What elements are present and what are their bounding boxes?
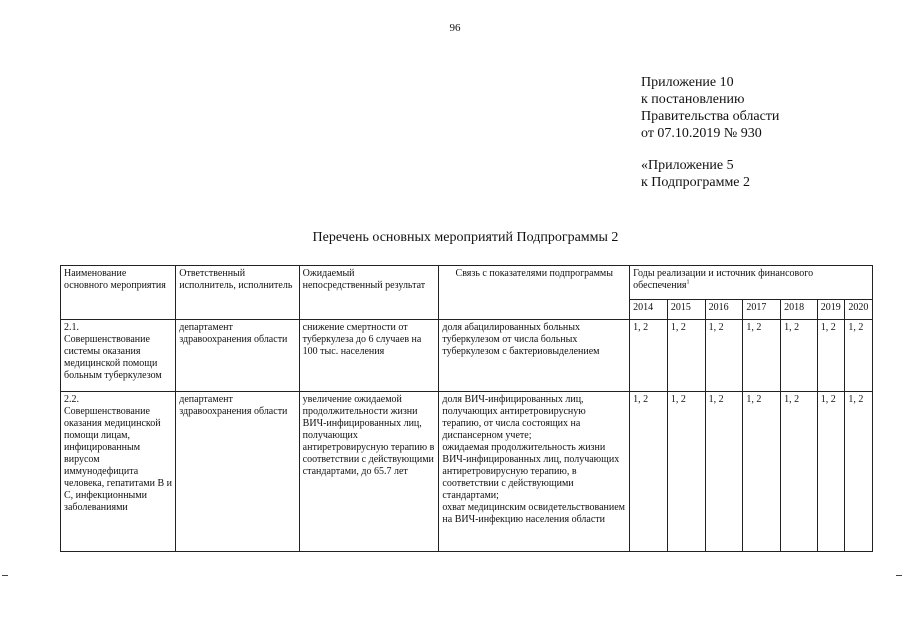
header-name: Наименование основного мероприятия: [61, 266, 176, 320]
year-value: 1, 2: [781, 320, 818, 392]
year-header: 2018: [781, 300, 818, 320]
activity-name: 2.1. Совершенствование системы оказания медицинской помощи больным туберкулезом: [61, 320, 176, 392]
year-value: 1, 2: [817, 392, 845, 552]
year-header: 2020: [845, 300, 873, 320]
appendix-line: Правительства области: [641, 109, 780, 124]
header-years: [630, 266, 873, 300]
activity-result: увеличение ожидаемой продолжительности жизни ВИЧ-инфицированных лиц, получающих антиретровирусную терапию в соответствии с действующими стандартами, до 65.7 лет: [299, 392, 439, 552]
year-value: 1, 2: [705, 392, 743, 552]
table-row: [61, 320, 873, 392]
footnote-marker: 1: [686, 279, 690, 286]
activities-table: [60, 265, 873, 552]
header-result: Ожидаемый непосредственный результат: [299, 266, 439, 320]
activity-result: снижение смертности от туберкулеза до 6 случаев на 100 тыс. населения: [299, 320, 439, 392]
activity-name: 2.2. Совершенствование оказания медицинской помощи лицам, инфицированным вирусом иммунодефицита человека, гепатитами В и С, инфекционными заболеваниями: [61, 392, 176, 552]
year-value: 1, 2: [743, 320, 781, 392]
year-value: 1, 2: [817, 320, 845, 392]
appendix-line: к Подпрограмме 2: [641, 175, 751, 190]
year-header: 2015: [667, 300, 705, 320]
year-value: 1, 2: [630, 392, 668, 552]
year-value: 1, 2: [781, 392, 818, 552]
year-value: 1, 2: [667, 392, 705, 552]
activity-link: доля абацилированных больных туберкулезом от числа больных туберкулезом с бактериовыделением: [439, 320, 630, 392]
table-header-row: [61, 266, 873, 300]
header-years-label: Годы реализации и источник финансового обеспечения: [633, 268, 814, 291]
activity-executor: департамент здравоохранения области: [176, 392, 299, 552]
year-value: 1, 2: [845, 392, 873, 552]
activity-executor: департамент здравоохранения области: [176, 320, 299, 392]
year-value: 1, 2: [845, 320, 873, 392]
spacer: [641, 142, 779, 157]
header-executor: Ответственный исполнитель, исполнитель: [176, 266, 299, 320]
year-header: 2016: [705, 300, 743, 320]
year-value: 1, 2: [705, 320, 743, 392]
scan-mark: [2, 575, 8, 576]
appendix-line: Приложение 10: [641, 75, 734, 90]
scan-mark: [896, 575, 902, 576]
page-number: 96: [449, 22, 461, 34]
activity-link: доля ВИЧ-инфицированных лиц, получающих антиретровирусную терапию, от числа состоящих на диспансерном учете; ожидаемая продолжительность жизни ВИЧ-инфицированных лиц, получающих антиретровирусную терапию, в соответствии с действующими стандартами; охват медицинским освидетельствованием на ВИЧ-инфекцию населения области: [439, 392, 630, 552]
document-title: Перечень основных мероприятий Подпрограммы 2: [312, 230, 619, 245]
appendix-header: [641, 74, 779, 191]
appendix-line: к постановлению: [641, 92, 745, 107]
year-value: 1, 2: [667, 320, 705, 392]
year-header: 2019: [817, 300, 845, 320]
appendix-line: «Приложение 5: [641, 158, 734, 173]
year-header: 2017: [743, 300, 781, 320]
year-header: 2014: [630, 300, 668, 320]
year-value: 1, 2: [630, 320, 668, 392]
appendix-line: от 07.10.2019 № 930: [641, 126, 762, 141]
header-link: Связь с показателями подпрограммы: [439, 266, 630, 320]
table-row: [61, 392, 873, 552]
year-value: 1, 2: [743, 392, 781, 552]
